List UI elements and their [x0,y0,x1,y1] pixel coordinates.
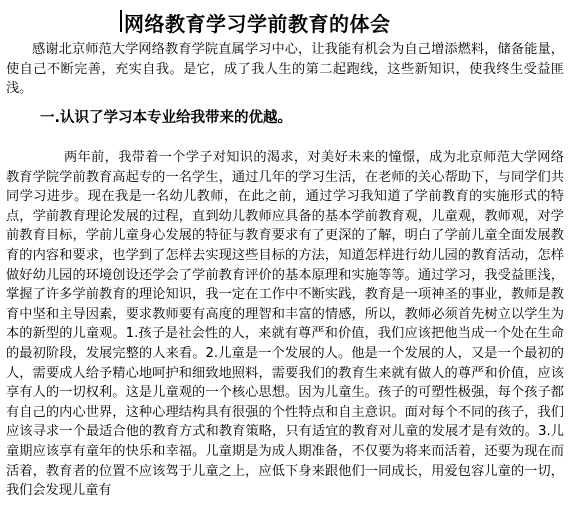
section-heading: 一.认识了学习本专业给我带来的优越。 [40,110,293,126]
text-cursor [120,10,122,32]
body-paragraph: 两年前，我带着一个学子对知识的渴求，对美好未来的憧憬，成为北京师范大学网络教育学院学前教育高起专的一名学生，通过几年的学习生活，在老师的关心帮助下，与同学们共同学习进步。现在我是一名幼儿教师，在此之前，通过学习我知道了学前教育的实施形式的特点，学前教育理论发展的过程，直到幼儿教师应具备的基本学前教育观，儿童观，教师观，对学前教育目标，学前儿童身心发展的特征与教育要求有了更深的了解，明白了学前儿童全面发展教育的内容和要求，也学到了怎样去实现这些目标的方法，知道怎样进行幼儿园的教育活动，怎样做好幼儿园的环境创设还学会了学前教育评价的基本原理和实施等等。通过学习，我受益匪浅，掌握了许多学前教育的理论知识，我一定在工作中不断实践，教育是一项神圣的事业，教师是教育中坚和主导因素，要求教师要有高度的理智和丰富的情感，所以，教师必须首先树立以学生为本的新型的儿童观。1.孩子是社会性的人，来就有尊严和价值，我们应该把他当成一个处在生命的最初阶段，发展完整的人来看。2.儿童是一个发展的人。他是一个发展的人，又是一个最初的人，需要成人给予精心地呵护和细致地照料，需要我们的教育生来就有做人的尊严和价值，应该享有人的一切权利。这是儿童观的一个核心思想。因为儿童生。孩子的可塑性极强，每个孩子都有自己的内心世界，这种心理结构具有很强的个性特点和自主意识。面对每个不同的孩子，我们应该寻求一个最适合他的教育方式和教育策略，只有适宜的教育对儿童的发展才是有效的。3.儿童期应该享有童年的快乐和幸福。儿童期是为成人期准备，不仅要为将来而活着，还要为现在而活着，教育者的位置不应该驾于儿童之上，应低下身来跟他们一同成长，用爱包容儿童的一切，我们会发现儿童有 [6,150,564,499]
document-title: 网络教育学习学前教育的体会 [124,12,391,36]
intro-paragraph: 感谢北京师范大学网络教育学院直属学习中心，让我能有机会为自己增添燃料，储备能量，使自己不断完善，充实自我。是它，成了我人生的第二起跑线，这些新知识，使我终生受益匪浅。 [6,42,564,97]
